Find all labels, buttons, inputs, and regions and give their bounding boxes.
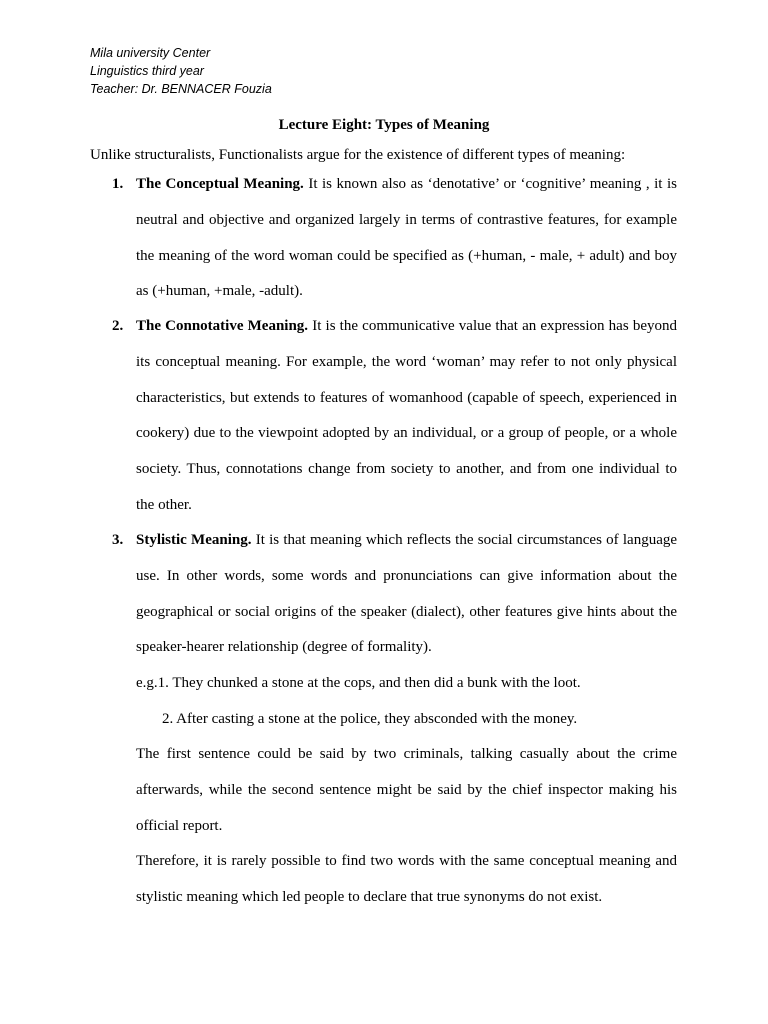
header-teacher: Teacher: Dr. BENNACER Fouzia [90,81,272,96]
item-heading: Stylistic Meaning. [136,532,252,548]
header-course: Linguistics third year [90,63,204,78]
lecture-title: Lecture Eight: Types of Meaning [278,117,490,133]
item-heading: The Conceptual Meaning. [136,176,304,192]
conclusion-paragraph: Therefore, it is rarely possible to find two words with the same conceptual meaning and stylistic meaning which led people to declare that true synonyms do not exist. [136,853,677,905]
item-number: 3. [112,532,124,548]
explanation-paragraph: The first sentence could be said by two criminals, talking casually about the crime afterwards, while the second sentence might be said by the chief inspector making his official report. [136,746,677,834]
header-institution: Mila university Center [90,46,211,60]
item-number: 1. [112,176,124,192]
list-item-conceptual-meaning [136,167,677,310]
intro-sentence: Unlike structuralists, Functionalists argue for the existence of different types of meaning: [90,147,626,163]
example-sentence-1: e.g.1. They chunked a stone at the cops, and then did a bunk with the loot. [136,675,581,691]
list-item-connotative-meaning [136,309,677,524]
item-text: It is that meaning which reflects the social circumstances of language use. In other words, some words and pronunciations can give information about the geographical or social origins of the speaker (dialect), other features give hints about the speaker-hearer relationship (degree of formality). [136,532,678,656]
example-sentence-2: 2. After casting a stone at the police, they absconded with the money. [162,711,578,727]
item-number: 2. [112,318,124,334]
list-item-stylistic-meaning [136,523,677,666]
item-text: It is the communicative value that an expression has beyond its conceptual meaning. For example, the word ‘woman’ may refer to not only physical characteristics, but extends to features of womanhood (capable of speech, experienced in cookery) due to the viewpoint adopted by an individual, or a group of people, or a whole society. Thus, connotations change from society to another, and from one individual to the other. [136,318,677,513]
item-text: It is known also as ‘denotative’ or ‘cognitive’ meaning , it is neutral and objective and organized largely in terms of contrastive features, for example the meaning of the word woman could be specified as (+human, - male, + adult) and boy as (+human, +male, -adult). [136,176,677,300]
document-header [90,45,272,98]
item-heading: The Connotative Meaning. [136,318,309,334]
